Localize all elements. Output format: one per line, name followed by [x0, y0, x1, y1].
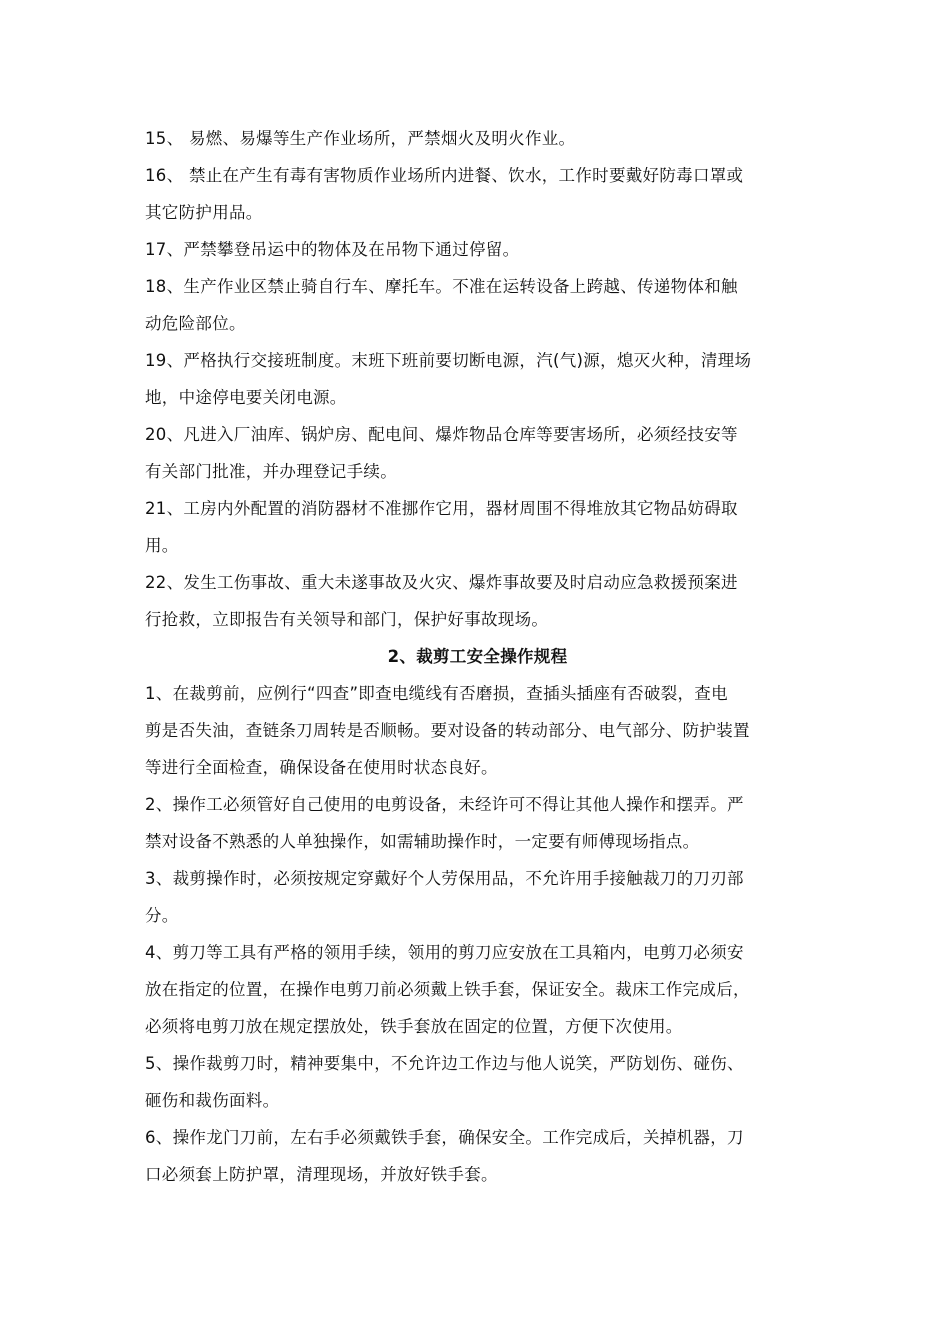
cutting-rule-6-line-2: 口必须套上防护罩，清理现场，并放好铁手套。 — [145, 1165, 498, 1184]
cutting-rule-5-line-2: 砸伤和裁伤面料。 — [145, 1091, 280, 1110]
cutting-rule-1-line-3: 等进行全面检查，确保设备在使用时状态良好。 — [145, 758, 498, 777]
safety-rules-list — [145, 120, 810, 638]
cutting-rule-4-line-2: 放在指定的位置，在操作电剪刀前必须戴上铁手套，保证安全。裁床工作完成后， — [145, 980, 750, 999]
cutting-rule-3-line-1: 3、裁剪操作时，必须按规定穿戴好个人劳保用品，不允许用手接触裁刀的刀刃部 — [145, 869, 744, 888]
cutting-rule-4-line-1: 4、剪刀等工具有严格的领用手续，领用的剪刀应安放在工具箱内，电剪刀必须安 — [145, 943, 744, 962]
cutting-rule-2-line-1: 2、操作工必须管好自己使用的电剪设备，未经许可不得让其他人操作和摆弄。严 — [145, 795, 744, 814]
cutting-rule-6-line-1: 6、操作龙门刀前，左右手必须戴铁手套，确保安全。工作完成后，关掉机器，刀 — [145, 1128, 744, 1147]
document-body — [145, 120, 810, 1193]
cutting-rule-3-line-2: 分。 — [145, 906, 179, 925]
rule-20-line-1: 20、凡进入厂油库、锅炉房、配电间、爆炸物品仓库等要害场所，必须经技安等 — [145, 425, 738, 444]
rule-22-line-2: 行抢救，立即报告有关领导和部门，保护好事故现场。 — [145, 610, 549, 629]
rule-17-line: 17、严禁攀登吊运中的物体及在吊物下通过停留。 — [145, 240, 520, 259]
rule-16-line-1: 16、 禁止在产生有毒有害物质作业场所内进餐、饮水，工作时要戴好防毒口罩或 — [145, 166, 744, 185]
cutting-rule-2-line-2: 禁对设备不熟悉的人单独操作，如需辅助操作时，一定要有师傅现场指点。 — [145, 832, 700, 851]
rule-19-line-1: 19、严格执行交接班制度。末班下班前要切断电源，汽(气)源，熄灭火种，清理场 — [145, 351, 752, 370]
section-heading: 2、裁剪工安全操作规程 — [387, 647, 568, 666]
cutting-rules-list — [145, 675, 810, 1193]
rule-16-line-2: 其它防护用品。 — [145, 203, 263, 222]
rule-19-line-2: 地，中途停电要关闭电源。 — [145, 388, 347, 407]
rule-15-line: 15、 易燃、易爆等生产作业场所，严禁烟火及明火作业。 — [145, 129, 576, 148]
rule-20-line-2: 有关部门批准，并办理登记手续。 — [145, 462, 397, 481]
rule-18-line-1: 18、生产作业区禁止骑自行车、摩托车。不准在运转设备上跨越、传递物体和触 — [145, 277, 738, 296]
rule-21-line-1: 21、工房内外配置的消防器材不准挪作它用，器材周围不得堆放其它物品妨碍取 — [145, 499, 738, 518]
cutting-rule-1-line-2: 剪是否失油，查链条刀周转是否顺畅。要对设备的转动部分、电气部分、防护装置 — [145, 721, 750, 740]
cutting-rule-5-line-1: 5、操作裁剪刀时，精神要集中，不允许边工作边与他人说笑，严防划伤、碰伤、 — [145, 1054, 744, 1073]
rule-22-line-1: 22、发生工伤事故、重大未遂事故及火灾、爆炸事故要及时启动应急救援预案进 — [145, 573, 738, 592]
rule-18-line-2: 动危险部位。 — [145, 314, 246, 333]
rule-21-line-2: 用。 — [145, 536, 179, 555]
cutting-rule-4-line-3: 必须将电剪刀放在规定摆放处，铁手套放在固定的位置，方便下次使用。 — [145, 1017, 683, 1036]
cutting-rule-1-line-1: 1、在裁剪前，应例行“四查”即查电缆线有否磨损，查插头插座有否破裂，查电 — [145, 684, 728, 703]
